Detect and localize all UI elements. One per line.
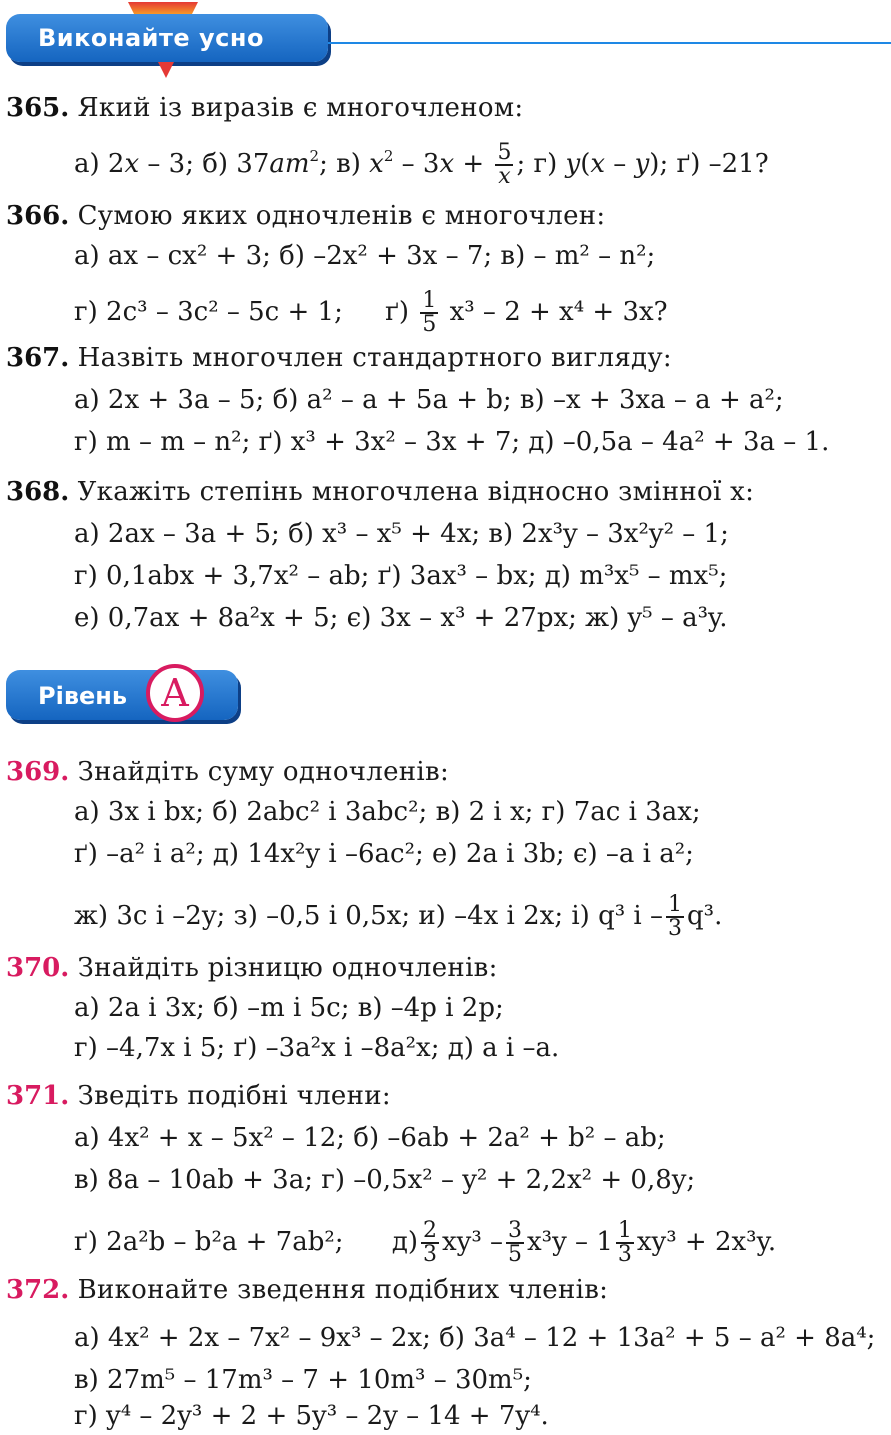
task-369-line-1: а) 3x і bx; б) 2abc² і 3abc²; в) 2 і x; г) 7ac і 3ax;: [74, 797, 701, 827]
fraction: $\frac{1}{3}$: [617, 1218, 632, 1267]
expr-part: x³y – 1: [527, 1227, 613, 1257]
expr-part: г) 2c³ – 3c² – 5c + 1;: [74, 297, 343, 327]
task-368-line-3: е) 0,7ax + 8a²x + 5; є) 3x – x³ + 27px; ж) y⁵ – a³y.: [74, 603, 728, 633]
task-366-line-1: а) ax – cx² + 3; б) –2x² + 3x – 7; в) – m² – n²;: [74, 241, 656, 271]
task-371-line-3: [74, 1220, 776, 1266]
task-number: 365.: [6, 93, 70, 123]
expr-part: ґ): [385, 297, 410, 327]
expr-part: ; ґ) –21?: [659, 149, 769, 179]
expr-part: q³.: [687, 901, 723, 931]
task-title: Знайдіть різницю одночленів:: [77, 953, 498, 983]
task-368-line-1: а) 2ax – 3a + 5; б) x³ – x⁵ + 4x; в) 2x³y – 3x²y² – 1;: [74, 519, 729, 549]
banner-ribbon-bottom: [158, 62, 174, 78]
level-letter: А: [160, 671, 190, 715]
task-370-header: [6, 952, 498, 984]
expr-part: x³ – 2 + x⁴ + 3x?: [449, 297, 668, 327]
task-367-line-2: г) m – m – n²; ґ) x³ + 3x² – 3x + 7; д) –0,5a – 4a² + 3a – 1.: [74, 427, 830, 457]
task-366-header: [6, 200, 605, 232]
task-372-line-3: г) y⁴ – 2y³ + 2 + 5y³ – 2y – 14 + 7y⁴.: [74, 1401, 549, 1431]
expr-part: – 3; б) 37: [139, 149, 270, 179]
task-367-line-1: а) 2x + 3a – 5; б) a² – a + 5a + b; в) –x + 3xa – a + a²;: [74, 385, 784, 415]
task-369-line-3: [74, 894, 722, 940]
fraction: $\frac{1}{3}$: [668, 892, 682, 941]
task-370-line-2: г) –4,7x і 5; ґ) –3a²x і –8a²x; д) a і –a.: [74, 1033, 560, 1063]
task-number: 371.: [6, 1081, 70, 1111]
expr-part: а) 2: [74, 149, 125, 179]
task-369-header: [6, 756, 449, 788]
task-number: 372.: [6, 1275, 70, 1305]
task-title: Виконайте зведення подібних членів:: [77, 1275, 609, 1305]
expr-part: – 3: [393, 149, 440, 179]
task-367-header: [6, 342, 672, 374]
expr-part: ; в): [319, 149, 370, 179]
task-365-line-1: а) 2x – 3; б) $37am^2$; в) $x^2 - 3x$ + $\frac{5}{x}$ ; г) y(x – y); ґ) –21?: [74, 140, 769, 189]
expr-part: xy³ + 2x³y.: [636, 1227, 777, 1257]
fraction: $\frac{5}{x}$: [497, 140, 512, 189]
task-368-header: [6, 476, 754, 508]
task-371-line-2: в) 8a – 10ab + 3a; г) –0,5x² – y² + 2,2x² + 0,8y;: [74, 1165, 696, 1195]
expr-part: +: [454, 149, 493, 179]
task-number: 370.: [6, 953, 70, 983]
task-369-line-2: ґ) –a² і a²; д) 14x²y і –6ac²; е) 2a і 3b; є) –a і a²;: [74, 839, 694, 869]
task-371-header: [6, 1080, 391, 1112]
task-title: Зведіть подібні члени:: [77, 1081, 391, 1111]
task-371-line-1: а) 4x² + x – 5x² – 12; б) –6ab + 2a² + b² – ab;: [74, 1123, 666, 1153]
task-title: Знайдіть суму одночленів:: [77, 757, 450, 787]
task-number: 368.: [6, 477, 70, 507]
banner-title: Виконайте усно: [38, 24, 264, 52]
banner-divider: [328, 42, 891, 44]
task-365-header: [6, 92, 523, 124]
task-title: Який із виразів є многочленом:: [77, 93, 524, 123]
fraction: $\frac{1}{5}$: [422, 288, 437, 337]
task-title: Сумою яких одночленів є многочлен:: [77, 201, 606, 231]
task-372-line-1: а) 4x² + 2x – 7x² – 9x³ – 2x; б) 3a⁴ – 12 + 13a² + 5 – a² + 8a⁴;: [74, 1323, 876, 1353]
expr-part: ; г): [516, 149, 566, 179]
expr-part: xy³ –: [441, 1227, 504, 1257]
level-circle: [146, 664, 204, 722]
task-number: 369.: [6, 757, 70, 787]
task-title: Укажіть степінь многочлена відносно змінної x:: [77, 477, 755, 507]
task-number: 366.: [6, 201, 70, 231]
fraction: $\frac{3}{5}$: [508, 1218, 523, 1267]
level-label: Рівень: [38, 682, 128, 710]
task-372-line-2: в) 27m⁵ – 17m³ – 7 + 10m³ – 30m⁵;: [74, 1365, 532, 1395]
expr-part: ж) 3c і –2y; з) –0,5 і 0,5x; и) –4x і 2x; і) q³ і –: [74, 901, 663, 931]
task-372-header: [6, 1274, 608, 1306]
task-number: 367.: [6, 343, 70, 373]
expr-part: д): [391, 1227, 418, 1257]
task-366-line-2: [74, 290, 668, 336]
section-banner: [6, 14, 328, 62]
task-368-line-2: г) 0,1abx + 3,7x² – ab; ґ) 3ax³ – bx; д) m³x⁵ – mx⁵;: [74, 561, 728, 591]
task-title: Назвіть многочлен стандартного вигляду:: [77, 343, 672, 373]
fraction: $\frac{2}{3}$: [422, 1218, 437, 1267]
expr-part: ґ) 2a²b – b²a + 7ab²;: [74, 1227, 344, 1257]
task-370-line-1: а) 2a і 3x; б) –m і 5c; в) –4p і 2p;: [74, 993, 504, 1023]
